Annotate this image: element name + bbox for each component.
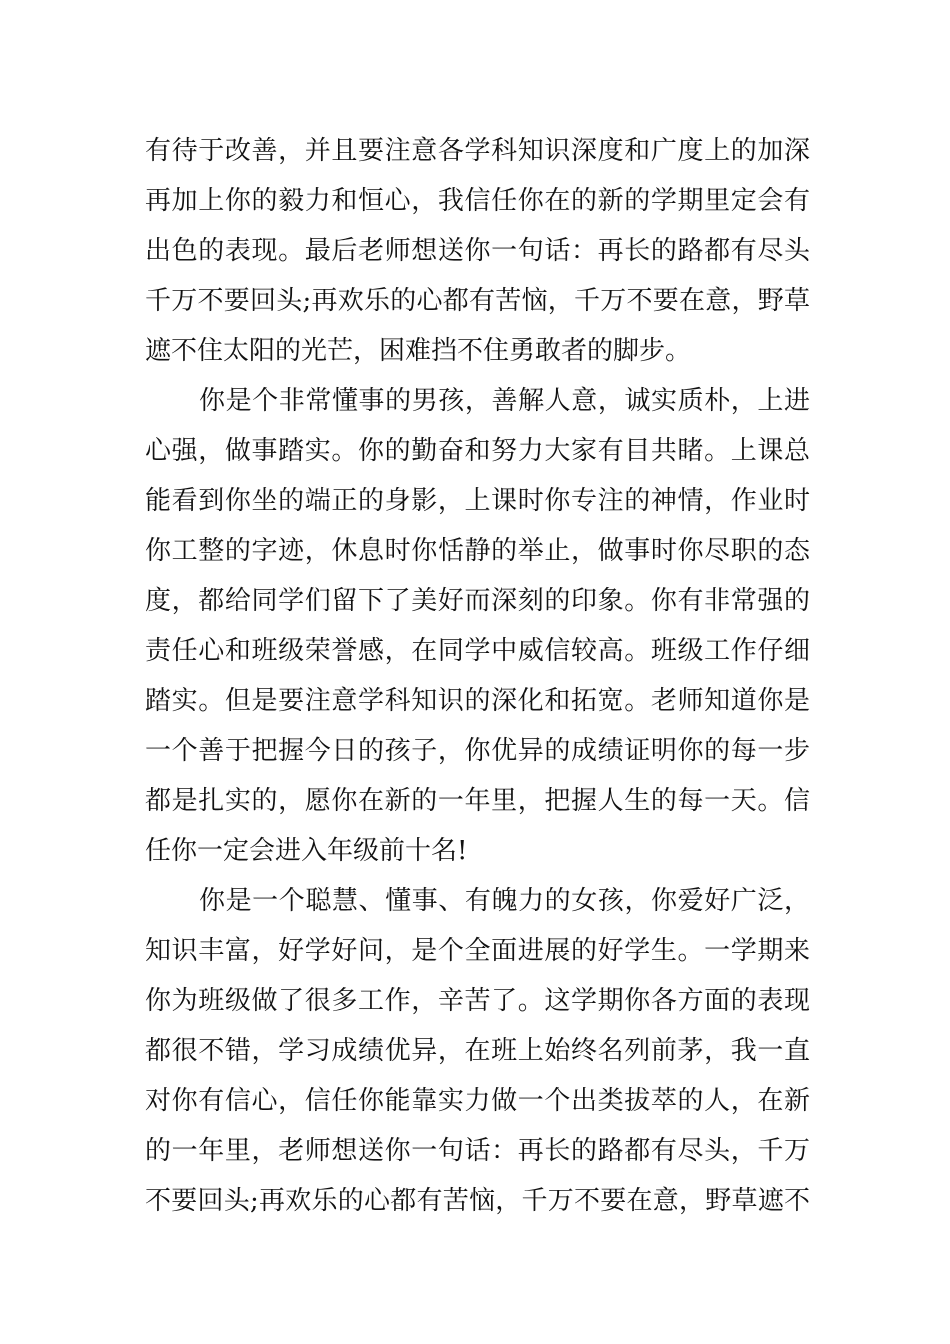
text-line: 任你一定会进入年级前十名! bbox=[145, 836, 468, 866]
text-line: 一个善于把握今日的孩子，你优异的成绩证明你的每一步 bbox=[145, 736, 810, 766]
text-line: 再加上你的毅力和恒心，我信任你在的新的学期里定会有 bbox=[145, 186, 810, 216]
document-body bbox=[145, 126, 810, 1226]
text-line: 有待于改善，并且要注意各学科知识深度和广度上的加深 bbox=[145, 136, 810, 166]
text-line: 知识丰富，好学好问，是个全面进展的好学生。一学期来 bbox=[145, 936, 810, 966]
text-line: 都很不错，学习成绩优异，在班上始终名列前茅，我一直 bbox=[145, 1036, 810, 1066]
paragraph-1 bbox=[145, 126, 810, 376]
text-line: 遮不住太阳的光芒，困难挡不住勇敢者的脚步。 bbox=[145, 336, 692, 366]
text-line: 你为班级做了很多工作，辛苦了。这学期你各方面的表现 bbox=[145, 986, 810, 1016]
text-line: 你是一个聪慧、懂事、有魄力的女孩，你爱好广泛， bbox=[199, 886, 810, 916]
text-line: 度，都给同学们留下了美好而深刻的印象。你有非常强的 bbox=[145, 586, 810, 616]
paragraph-3 bbox=[145, 876, 810, 1226]
text-line: 你工整的字迹，休息时你恬静的举止，做事时你尽职的态 bbox=[145, 536, 810, 566]
text-line: 踏实。但是要注意学科知识的深化和拓宽。老师知道你是 bbox=[145, 686, 810, 716]
text-line: 心强，做事踏实。你的勤奋和努力大家有目共睹。上课总 bbox=[145, 436, 810, 466]
text-line: 的一年里，老师想送你一句话：再长的路都有尽头，千万 bbox=[145, 1136, 810, 1166]
text-line: 千万不要回头;再欢乐的心都有苦恼，千万不要在意，野草 bbox=[145, 286, 810, 316]
text-line: 你是个非常懂事的男孩，善解人意，诚实质朴，上进 bbox=[199, 386, 810, 416]
text-line: 都是扎实的，愿你在新的一年里，把握人生的每一天。信 bbox=[145, 786, 810, 816]
paragraph-2 bbox=[145, 376, 810, 876]
text-line: 出色的表现。最后老师想送你一句话：再长的路都有尽头 bbox=[145, 236, 810, 266]
text-line: 责任心和班级荣誉感，在同学中威信较高。班级工作仔细 bbox=[145, 636, 810, 666]
text-line: 不要回头;再欢乐的心都有苦恼，千万不要在意，野草遮不 bbox=[145, 1186, 810, 1216]
text-line: 对你有信心，信任你能靠实力做一个出类拔萃的人，在新 bbox=[145, 1086, 810, 1116]
text-line: 能看到你坐的端正的身影，上课时你专注的神情，作业时 bbox=[145, 486, 810, 516]
